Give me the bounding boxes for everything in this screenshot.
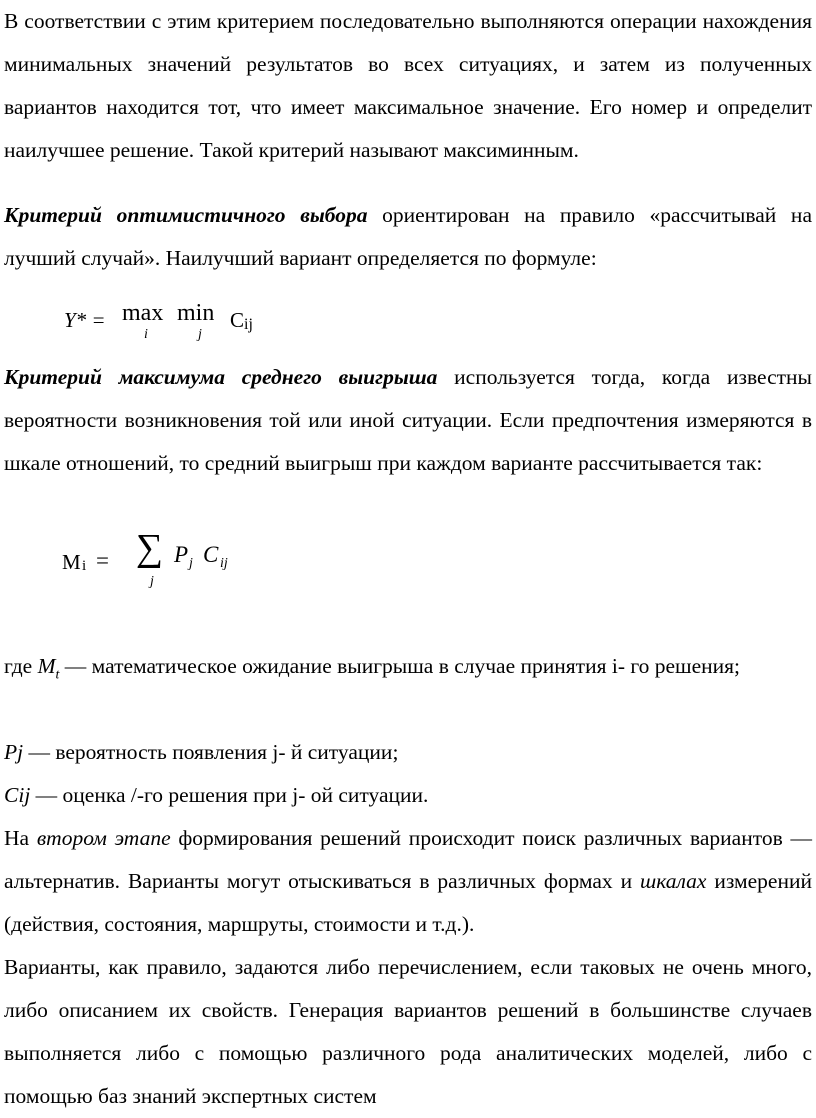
text-mt: — математическое ожидание выигрыша в случае принятия i- го решения; xyxy=(59,654,741,678)
where-prefix: где xyxy=(4,654,38,678)
text-average-gain: используется тогда, когда известны вероятности возникновения той или иной ситуации. Если предпочтения измеряются в шкале отношений, то средний выигрыш при каждом варианте рассчитывается так: xyxy=(4,365,812,475)
formula-optimistic xyxy=(64,300,364,350)
formula2-sum-sub: j xyxy=(150,574,154,589)
second-stage-t1: На xyxy=(4,826,37,850)
formula1-lhs: Y* = xyxy=(64,308,106,332)
term-average-gain: Критерий максимума среднего выигрыша xyxy=(4,365,438,389)
formula1-min-sub: j xyxy=(198,327,202,342)
scales-italic: шкалах xyxy=(640,869,707,893)
formula2-eq: = xyxy=(96,548,109,573)
var-mt: $M_t$ xyxy=(37,654,60,683)
formula2-m-sub: i xyxy=(82,558,87,574)
second-stage-t3: измерений (действия, состояния, маршруты, стоимости и т.д.). xyxy=(4,869,812,936)
formula2-p: P xyxy=(174,542,189,567)
paragraph-cij xyxy=(4,774,812,817)
var-cij: Cij xyxy=(4,783,31,807)
formula1-min: min xyxy=(177,300,215,326)
formula2-p-sub: j xyxy=(189,556,193,571)
text-pj: — вероятность появления j- й ситуации; xyxy=(23,740,399,764)
second-stage-t2: формирования решений происходит поиск различных вариантов — альтернатив. Варианты могут отыскиваться в различных формах и xyxy=(4,826,812,893)
paragraph-optimistic xyxy=(4,194,812,280)
formula2-m: M xyxy=(62,550,81,574)
formula1-max-sub: i xyxy=(144,327,148,342)
formula2-c: C xyxy=(203,542,219,567)
formula-average-gain xyxy=(62,527,362,602)
paragraph-average-gain xyxy=(4,356,812,485)
term-optimistic: Критерий оптимистичного выбора xyxy=(4,203,368,227)
paragraph-maximin: В соответствии с этим критерием последовательно выполняются операции нахождения минимальных значений результатов во всех ситуациях, и затем из полученных вариантов находится тот, что имеет максимальное значение. Его номер и определит наилучшее решение. Такой критерий называют максиминным. xyxy=(4,9,812,162)
paragraph-variants: Варианты, как правило, задаются либо перечислением, если таковых не очень много, либо описанием их свойств. Генерация вариантов решений в большинстве случаев выполняется либо с помощью различного рода аналитических моделей, либо с помощью баз знаний экспертных систем xyxy=(4,955,812,1108)
paragraph-second-stage xyxy=(4,817,812,946)
formula1-c: C xyxy=(230,308,245,332)
text-cij: — оценка /-го решения при j- ой ситуации. xyxy=(30,783,429,807)
second-stage-italic: втором этапе xyxy=(36,826,171,850)
text-optimistic: ориентирован на правило «рассчитывай на лучший случай». Наилучший вариант определяется по формуле: xyxy=(4,203,812,270)
paragraph-where-mt xyxy=(4,645,812,696)
paragraph-pj xyxy=(4,731,812,774)
formula2-c-sub: ij xyxy=(220,556,228,571)
formula1-c-sub: ij xyxy=(244,316,253,333)
formula1-max: max xyxy=(122,300,164,326)
formula2-sum: ∑ xyxy=(136,527,164,569)
var-pj: Pj xyxy=(4,740,24,764)
